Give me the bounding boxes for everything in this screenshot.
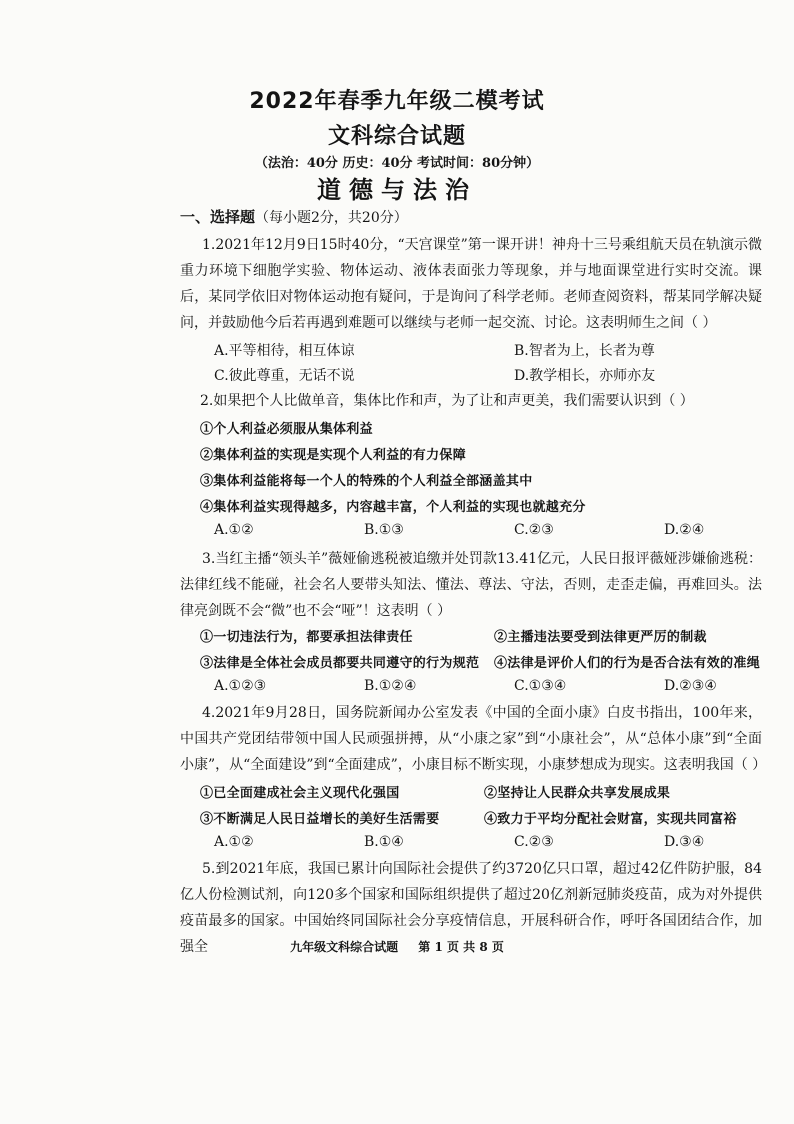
q3-option-a: A.①②③ (214, 678, 267, 694)
q4-statement-1: ①已全面建成社会主义现代化强国 (200, 786, 400, 801)
section-title: 一、选择题 (180, 208, 256, 226)
q4-option-c: C.②③ (514, 834, 554, 850)
q3-statement-3: ③法律是全体社会成员都要共同遵守的行为规范 (200, 656, 480, 671)
q3-option-c: C.①③④ (514, 678, 567, 694)
q3-option-b: B.①②④ (364, 678, 417, 694)
section-note: （每小题2分，共20分） (255, 210, 408, 226)
q1-option-b: B.智者为上，长者为尊 (514, 343, 655, 359)
q4-statement-3: ③不断满足人民日益增长的美好生活需要 (200, 812, 440, 827)
q4-option-b: B.①④ (364, 834, 404, 850)
q4-option-d: D.③④ (664, 834, 705, 850)
q2-statement-2: ②集体利益的实现是实现个人利益的有力保障 (200, 448, 467, 463)
q2-option-d: D.②④ (664, 522, 705, 538)
q1-option-a: A.平等相待，相互体谅 (214, 343, 355, 359)
q2-statement-1: ①个人利益必须服从集体利益 (200, 422, 373, 437)
q4-statement-2: ②坚持让人民群众共享发展成果 (484, 786, 671, 801)
q2-option-c: C.②③ (514, 522, 554, 538)
section-heading (180, 206, 408, 227)
question-4-stem: 4.2021年9月28日，国务院新闻办公室发表《中国的全面小康》白皮书指出，100年来，中国共产党团结带领中国人民顽强拼搏，从“小康之家”到“小康社会”，从“总体小康”到“全面小康”，从“全面建设”到“全面建成”，小康目标不断实现，小康梦想成为现实。这表明我国（ ） (180, 705, 767, 773)
question-3-stem: 3.当红主播“领头羊”薇娅偷逃税被追缴并处罚款13.41亿元，人民日报评薇娅涉嫌偷逃税：法律红线不能碰，社会名人要带头知法、懂法、尊法、守法，否则，走歪走偏，再难回头。法律亮剑既不会“微”也不会“哑”！这表明（ ） (180, 551, 762, 619)
page-footer (0, 938, 794, 955)
q2-statement-3: ③集体利益能将每一个人的特殊的个人利益全部涵盖其中 (200, 474, 533, 489)
q2-option-b: B.①③ (364, 522, 404, 538)
q1-option-c: C.彼此尊重，无话不说 (214, 368, 355, 384)
question-5-stem: 5.到2021年底，我国已累计向国际社会提供了约3720亿只口罩，超过42亿件防护服，84亿人份检测试剂，向120多个国家和国际组织提供了超过20亿剂新冠肺炎疫苗，成为对外提供疫苗最多的国家。中国始终同国际社会分享疫情信息，开展科研合作，呼吁各国团结合作，加强全 (180, 861, 762, 955)
footer-page-number: 第 1 页 共 8 页 (418, 940, 504, 954)
q1-option-d: D.教学相长，亦师亦友 (514, 368, 656, 384)
exam-title: 2022年春季九年级二模考试 (249, 89, 545, 114)
exam-info: （法治：40分 历史：40分 考试时间：80分钟） (254, 156, 540, 171)
exam-subtitle: 文科综合试题 (327, 124, 466, 149)
q3-option-d: D.②③④ (664, 678, 717, 694)
question-2-stem: 2.如果把个人比做单音，集体比作和声，为了让和声更美，我们需要认识到（ ） (200, 393, 694, 409)
question-1-stem: 1.2021年12月9日15时40分，“天宫课堂”第一课开讲！神舟十三号乘组航天员在轨演示微重力环境下细胞学实验、物体运动、液体表面张力等现象，并与地面课堂进行实时交流。课后，某同学依旧对物体运动抱有疑问，于是询问了科学老师。老师查阅资料，帮某同学解决疑问，并鼓励他今后若再遇到难题可以继续与老师一起交流、讨论。这表明师生之间（ ） (180, 237, 762, 331)
q4-statement-4: ④致力于平均分配社会财富，实现共同富裕 (484, 812, 737, 827)
q3-statement-1: ①一切违法行为，都要承担法律责任 (200, 630, 413, 645)
footer-exam-name: 九年级文科综合试题 (290, 940, 399, 954)
q3-statement-2: ②主播违法要受到法律更严厉的制裁 (494, 630, 707, 645)
q2-option-a: A.①② (214, 522, 254, 538)
q2-statement-4: ④集体利益实现得越多，内容越丰富，个人利益的实现也就越充分 (200, 500, 586, 515)
q3-statement-4: ④法律是评价人们的行为是否合法有效的准绳 (494, 656, 761, 671)
subject-title: 道德与法治 (317, 176, 477, 204)
q4-option-a: A.①② (214, 834, 254, 850)
